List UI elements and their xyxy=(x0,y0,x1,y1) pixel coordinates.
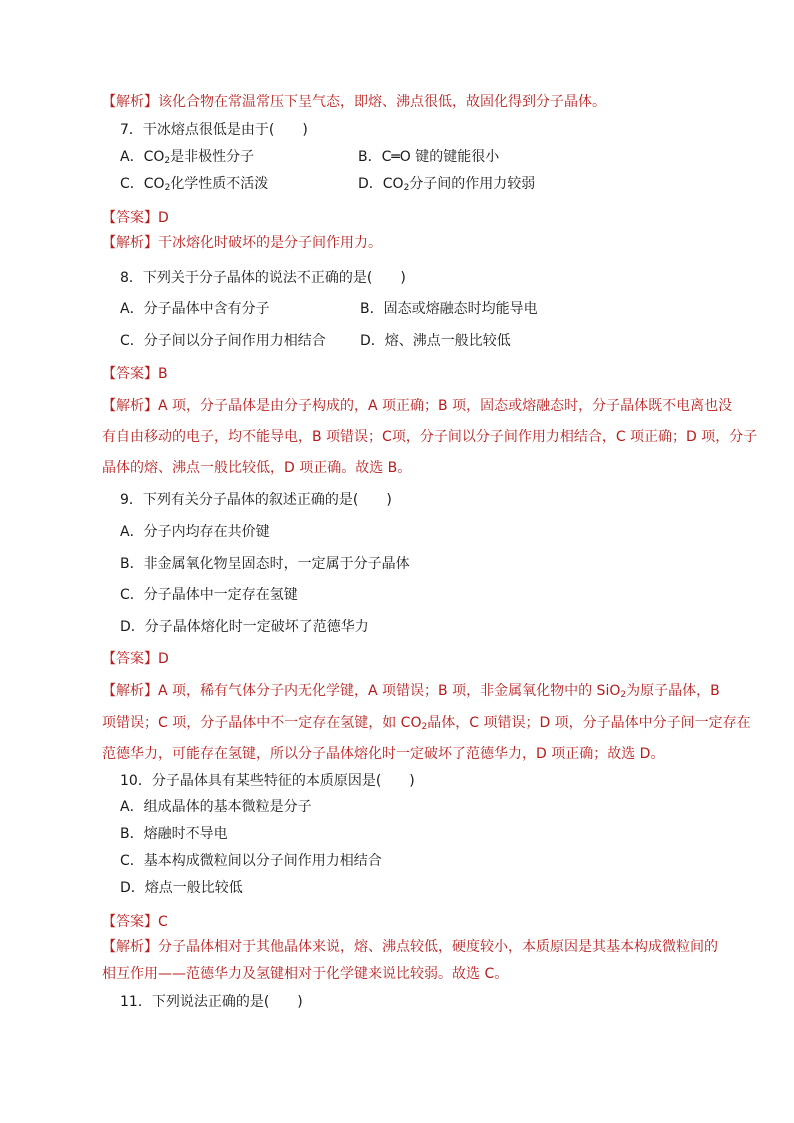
q10-analysis-line-1: 【解析】分子晶体相对于其他晶体来说，熔、沸点较低，硬度较小，本质原因是其基本构成微粒间的 xyxy=(102,939,718,955)
answer-tag: 【答案】 xyxy=(102,914,158,930)
q9-stem: 9．下列有关分子晶体的叙述正确的是( ) xyxy=(120,492,392,508)
q7-stem: 7．干冰熔点很低是由于( ) xyxy=(120,122,308,138)
answer-tag: 【答案】 xyxy=(102,366,158,382)
q9-analysis-line-3: 范德华力，可能存在氢键，所以分子晶体熔化时一定破坏了范德华力，D 项正确；故选 D。 xyxy=(102,746,665,762)
q9-option-b: B．非金属氧化物呈固态时，一定属于分子晶体 xyxy=(120,556,410,572)
q7-option-d: D．$CO_2$分子间的作用力较弱 xyxy=(358,176,536,193)
q9-option-d: D．分子晶体熔化时一定破坏了范德华力 xyxy=(120,619,369,635)
analysis-tag: 【解析】 xyxy=(102,398,158,414)
q11-stem: 11．下列说法正确的是( ) xyxy=(120,994,303,1010)
q7-option-b: B．C═O 键的键能很小 xyxy=(358,149,500,165)
analysis-tag: 【解析】 xyxy=(102,939,158,955)
answer-value: D xyxy=(158,210,169,226)
q7-analysis xyxy=(102,234,382,252)
q9-option-a: A．分子内均存在共价键 xyxy=(120,524,270,540)
q10-stem: 10．分子晶体具有某些特征的本质原因是( ) xyxy=(120,773,415,789)
q10-answer xyxy=(102,913,168,931)
q7-option-a: A．$CO_2$是非极性分子 xyxy=(120,149,255,166)
q8-option-d: D．熔、沸点一般比较低 xyxy=(360,333,511,349)
q6-analysis xyxy=(102,93,606,111)
analysis-tag: 【解析】 xyxy=(102,683,158,699)
q7-answer xyxy=(102,209,169,227)
q9-analysis-line-2: 项错误；C 项，分子晶体中不一定存在氢键，如 $CO_2$晶体，C 项错误；D 项，分子晶体中分子间一定存在 xyxy=(102,715,751,732)
analysis-tag: 【解析】 xyxy=(102,235,158,251)
analysis-text: 该化合物在常温常压下呈气态，即熔、沸点很低，故固化得到分子晶体。 xyxy=(158,94,606,110)
q8-option-b: B．固态或熔融态时均能导电 xyxy=(360,301,538,317)
q9-analysis-line-1: 【解析】A 项，稀有气体分子内无化学键，A 项错误；B 项，非金属氧化物中的 SiO$_2$为原子晶体，B xyxy=(102,683,720,700)
answer-tag: 【答案】 xyxy=(102,651,158,667)
q8-analysis-line-2: 有自由移动的电子，均不能导电，B 项错误；C项，分子间以分子间作用力相结合，C 项正确；D 项，分子 xyxy=(102,429,758,445)
q10-option-c: C．基本构成微粒间以分子间作用力相结合 xyxy=(120,853,382,869)
q9-option-c: C．分子晶体中一定存在氢键 xyxy=(120,587,298,603)
q8-option-a: A．分子晶体中含有分子 xyxy=(120,301,270,317)
answer-value: B xyxy=(158,366,168,382)
q7-option-c: C．$CO_2$化学性质不活泼 xyxy=(120,176,269,193)
q9-answer xyxy=(102,650,169,668)
q10-analysis-line-2: 相互作用——范德华力及氢键相对于化学键来说比较弱。故选 C。 xyxy=(102,966,509,982)
q8-analysis-line-3: 晶体的熔、沸点一般比较低，D 项正确。故选 B。 xyxy=(102,460,412,476)
q8-answer xyxy=(102,365,168,383)
q10-option-b: B．熔融时不导电 xyxy=(120,826,228,842)
answer-tag: 【答案】 xyxy=(102,210,158,226)
analysis-text: 干冰熔化时破坏的是分子间作用力。 xyxy=(158,235,382,251)
q8-stem: 8．下列关于分子晶体的说法不正确的是( ) xyxy=(120,270,406,286)
q8-option-c: C．分子间以分子间作用力相结合 xyxy=(120,333,326,349)
q8-analysis-line-1: 【解析】A 项，分子晶体是由分子构成的，A 项正确；B 项，固态或熔融态时，分子晶体既不电离也没 xyxy=(102,398,733,414)
answer-value: D xyxy=(158,651,169,667)
analysis-tag: 【解析】 xyxy=(102,94,158,110)
q10-option-a: A．组成晶体的基本微粒是分子 xyxy=(120,799,312,815)
q10-option-d: D．熔点一般比较低 xyxy=(120,880,243,896)
answer-value: C xyxy=(158,914,168,930)
